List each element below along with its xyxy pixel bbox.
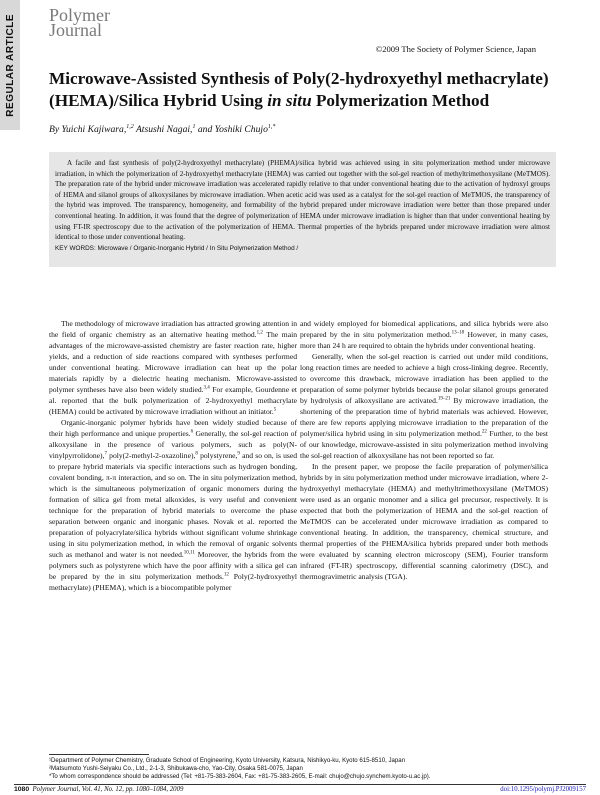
article-type-tab bbox=[0, 0, 20, 130]
author-3: and Yoshiki Chujo bbox=[195, 124, 268, 136]
footnote-divider bbox=[49, 754, 149, 755]
paragraph: Generally, when the sol-gel reaction is carried out under mild conditions, long reaction times are needed to achieve a high cross-linking degree. Recently, to overcome this drawback, microwave irradiation has been applied to the preparation of some polymer hybrids because the polar silanol groups generated by hydrolysis of alkoxysilane are activated.$^{19-21}$ By microwave irradiation, the shortening of the preparation time of hybrid materials was achieved. However, there are few reports applying microwave irradiation to the preparation of the polymer/silica hybrid using in situ polymerization method.$^{22}$ Further, to the best of our knowledge, microwave-assisted in situ polymerization method involving the sol-gel reaction of alkoxysilane has not been reported so far. bbox=[300, 352, 548, 460]
author-list bbox=[49, 124, 275, 135]
footnotes bbox=[49, 757, 569, 781]
article-title bbox=[49, 68, 569, 112]
body-column-left bbox=[49, 318, 297, 593]
author-3-affil: 1,* bbox=[267, 124, 276, 130]
author-2: Atsushi Nagai, bbox=[133, 124, 193, 136]
page-number: 1080 bbox=[14, 786, 30, 793]
journal-logo-line2: Journal bbox=[49, 20, 102, 40]
abstract-text: A facile and fast synthesis of poly(2-hydroxyethyl methacrylate) (PHEMA)/silica hybrid was achieved using in situ polymerization method under microwave irradiation, in which the polymerization of 2-hydroxyethyl methacrylate (HEMA) was carried out together with the sol-gel reaction of methyltrimethoxysilane (MeTMOS). The preparation rate of the hybrid under microwave irradiation was accelerated rapidly relative to that under conventional heating due to the activation of hydroxyl groups of HEMA and silanol groups of alkoxysilanes by microwave irradiation. When acetic acid was used as a catalyst for the sol-gel reaction of MeTMOS, the transparency of the hybrid was improved. The transparency, homogeneity, and formability of the hybrid prepared under microwave irradiation were better than those prepared under conventional heating. In addition, it was found that the degree of polymerization of HEMA under microwave irradiation is higher than that under conventional heating by using FT-IR spectroscopy due to the activation of the polymerization of HEMA. Thermal properties of the hybrids prepared under microwave irradiation were almost identical to those under conventional heating. bbox=[55, 159, 550, 242]
journal-citation: Polymer Journal, Vol. 41, No. 12, pp. 1080–1084, 2009 bbox=[32, 786, 184, 793]
author-1: Yuichi Kajiwara, bbox=[61, 124, 127, 136]
doi-link[interactable]: doi:10.1295/polymj.PJ2009157 bbox=[500, 786, 586, 793]
footnote: ²Matsumoto Yushi-Seiyaku Co., Ltd., 2-1-3, Shibukawa-cho, Yao-City, Osaka 581-0075, Japan bbox=[49, 765, 303, 772]
journal-logo-line1: Polymer bbox=[49, 5, 110, 25]
title-part2: Polymerization Method bbox=[311, 91, 490, 110]
footnote: *To whom correspondence should be addressed (Tel: +81-75-383-2604, Fax: +81-75-383-2605, E-mail: chujo@chujo.synchem.kyoto-u.ac.jp). bbox=[49, 773, 431, 780]
keywords: KEY WORDS: Microwave / Organic-Inorganic Hybrid / In Situ Polymerization Method / bbox=[55, 244, 299, 252]
page-footer bbox=[14, 786, 586, 793]
paragraph: and widely employed for biomedical applications, and silica hybrids were also prepared by the in situ polymerization method.$^{13-18}$ However, in many cases, more than 24 h are required to obtain the hybrids under conventional heating. bbox=[300, 319, 548, 350]
footer-divider bbox=[14, 784, 586, 785]
abstract-box bbox=[49, 152, 556, 267]
author-1-affil: 1,2 bbox=[126, 124, 134, 130]
author-2-affil: 1 bbox=[192, 124, 196, 130]
paragraph: Organic-inorganic polymer hybrids have been widely studied because of their high performance and unique properties.$^6$ Generally, the sol-gel reaction of alkoxysilane in the presence of various polymers, such as poly(N-vinylpyrrolidone),$^7$ poly(2-methyl-2-oxazoline),$^8$ polystyrene,$^9$ and so on, is used to prepare hybrid materials via specific interactions such as hydrogen bonding, covalent bonding, π-π interaction, and so on. The in situ polymerization method, which is the simultaneous polymerization of organic monomers during the formation of silica gel from metal alkoxides, is very useful and convenient technique for the preparation of hybrid materials to overcome the phase separation between organic and inorganic phases. Novak et al. reported the preparation of polyacrylate/silica hybrids without significant volume shrinkage using in situ polymerization method, in which the removal of organic solvents such as methanol and water is not needed.$^{10,11}$ Moreover, the hybrids from the polymers such as polystyrene which have the poor affinity with a silica gel can be prepared by the in situ polymerization methods.$^{12}$ Poly(2-hydroxyethyl methacrylate) (PHEMA), which is a biocompatible polymer bbox=[49, 418, 298, 592]
footnote: ¹Department of Polymer Chemistry, Graduate School of Engineering, Kyoto University, Katsura, Nishikyo-ku, Kyoto 615-8510, Japan bbox=[49, 757, 406, 764]
author-prefix: By bbox=[49, 124, 60, 136]
paragraph: The methodology of microwave irradiation has attracted growing attention in the field of organic chemistry as an alternative heating method.$^{1,2}$ The main advantages of the microwave-assisted chemistry are faster reaction rate, higher yields, and a reduction of side reactions compared with syntheses performed under conventional heating. Microwave irradiation can heat up the polar materials rapidly by a dielectric heating mechanism. Microwave-assisted polymer syntheses have also been widely studied.$^{3,4}$ For example, Gourdenne et al. reported that the bulk polymerization of 2-hydroxyethyl methacrylate (HEMA) could be activated by microwave irradiation without an initiator.$^5$ bbox=[49, 319, 297, 416]
body-column-right bbox=[300, 318, 548, 582]
title-part1: Microwave-Assisted Synthesis of Poly(2-hydroxyethyl methacrylate) (HEMA)/Silica Hybrid Using bbox=[49, 69, 549, 110]
article-type-label: REGULAR ARTICLE bbox=[4, 13, 16, 117]
journal-logo bbox=[49, 5, 110, 40]
copyright-notice: ©2009 The Society of Polymer Science, Japan bbox=[375, 44, 536, 54]
paragraph: In the present paper, we propose the facile preparation of polymer/silica hybrids by in situ polymerization method under microwave irradiation, where 2-hydroxyethyl methacrylate (HEMA) and methyltrimethoxysilane (MeTMOS) were used as an organic monomer and a silica gel precursor, respectively. It is expected that both the polymerization of HEMA and the sol-gel reaction of MeTMOS can be accelerated under microwave irradiation as compared to conventional heating. In addition, the transparency, chemical structure, and thermal properties of the PHEMA/silica hybrids prepared under both methods were evaluated by scanning electron microscopy (SEM), Fourier transform infrared (FT-IR) spectroscopy, differential scanning calorimetry (DSC), and thermogravimetric analysis (TGA). bbox=[300, 462, 548, 581]
title-italic: in situ bbox=[267, 91, 312, 110]
